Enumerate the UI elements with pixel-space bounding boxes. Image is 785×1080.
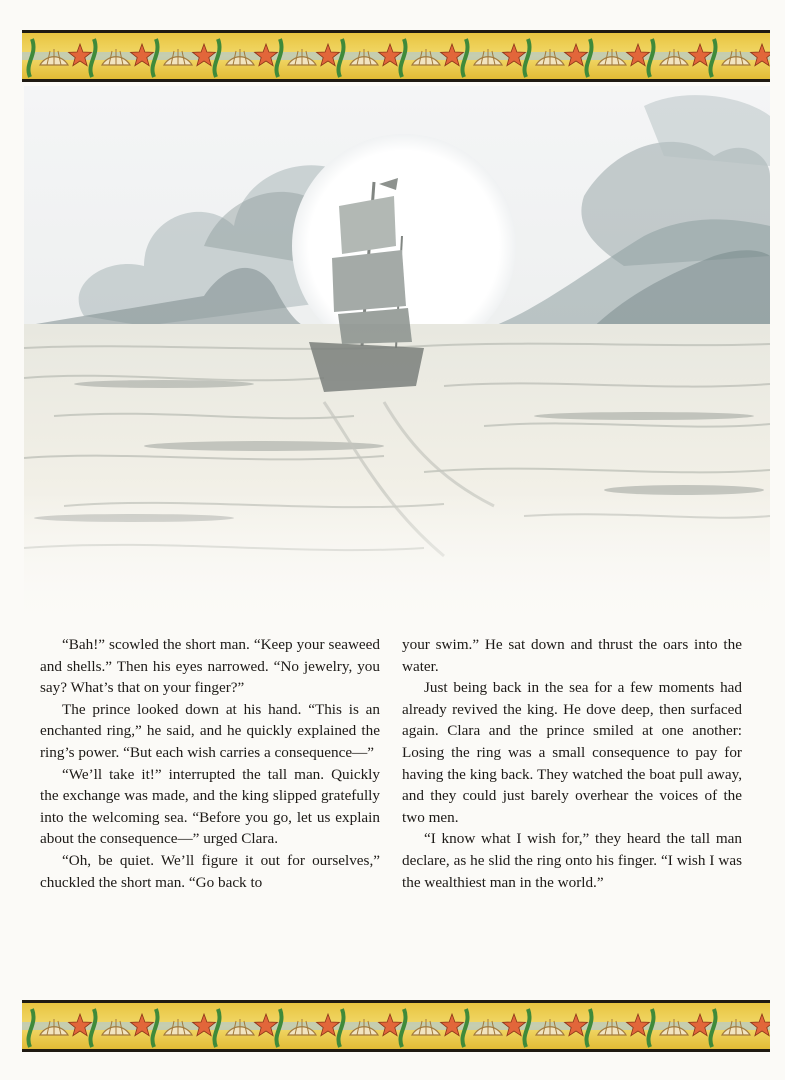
top-decorative-border (22, 30, 770, 82)
sailing-ship-at-sea-icon (24, 86, 770, 626)
sailing-ship-illustration (24, 86, 770, 626)
left-column (40, 634, 380, 893)
paragraph: “Bah!” scowled the short man. “Keep your seaweed and shells.” Then his eyes narrowed. “No jewelry, you say? What’s that on your finger?” (40, 636, 380, 697)
paragraph: your swim.” He sat down and thrust the oars into the water. (402, 636, 742, 675)
paragraph: “We’ll take it!” interrupted the tall man. Quickly the exchange was made, and the king slipped gratefully into the welcoming sea. “Before you go, let us explain about the consequence—” urged Clara. (40, 765, 380, 848)
seashell-starfish-border-icon (22, 33, 770, 79)
seashell-starfish-border-icon (22, 1003, 770, 1049)
paragraph: The prince looked down at his hand. “This is an enchanted ring,” he said, and he quickly explained the ring’s power. “But each wish carries a consequence—” (40, 700, 380, 761)
right-column (402, 634, 742, 893)
bottom-decorative-border (22, 1000, 770, 1052)
story-text (40, 634, 742, 893)
paragraph: Just being back in the sea for a few moments had already revived the king. He dove deep, then surfaced again. Clara and the prince smiled at one another: Losing the ring was a small consequence to pay for having the king back. They watched the boat pull away, and they could just barely overhear the voices of the two men. (402, 679, 742, 826)
paragraph: “I know what I wish for,” they heard the tall man declare, as he slid the ring onto his finger. “I wish I was the wealthiest man in the world.” (402, 830, 742, 891)
paragraph: “Oh, be quiet. We’ll figure it out for ourselves,” chuckled the short man. “Go back to (40, 851, 380, 891)
